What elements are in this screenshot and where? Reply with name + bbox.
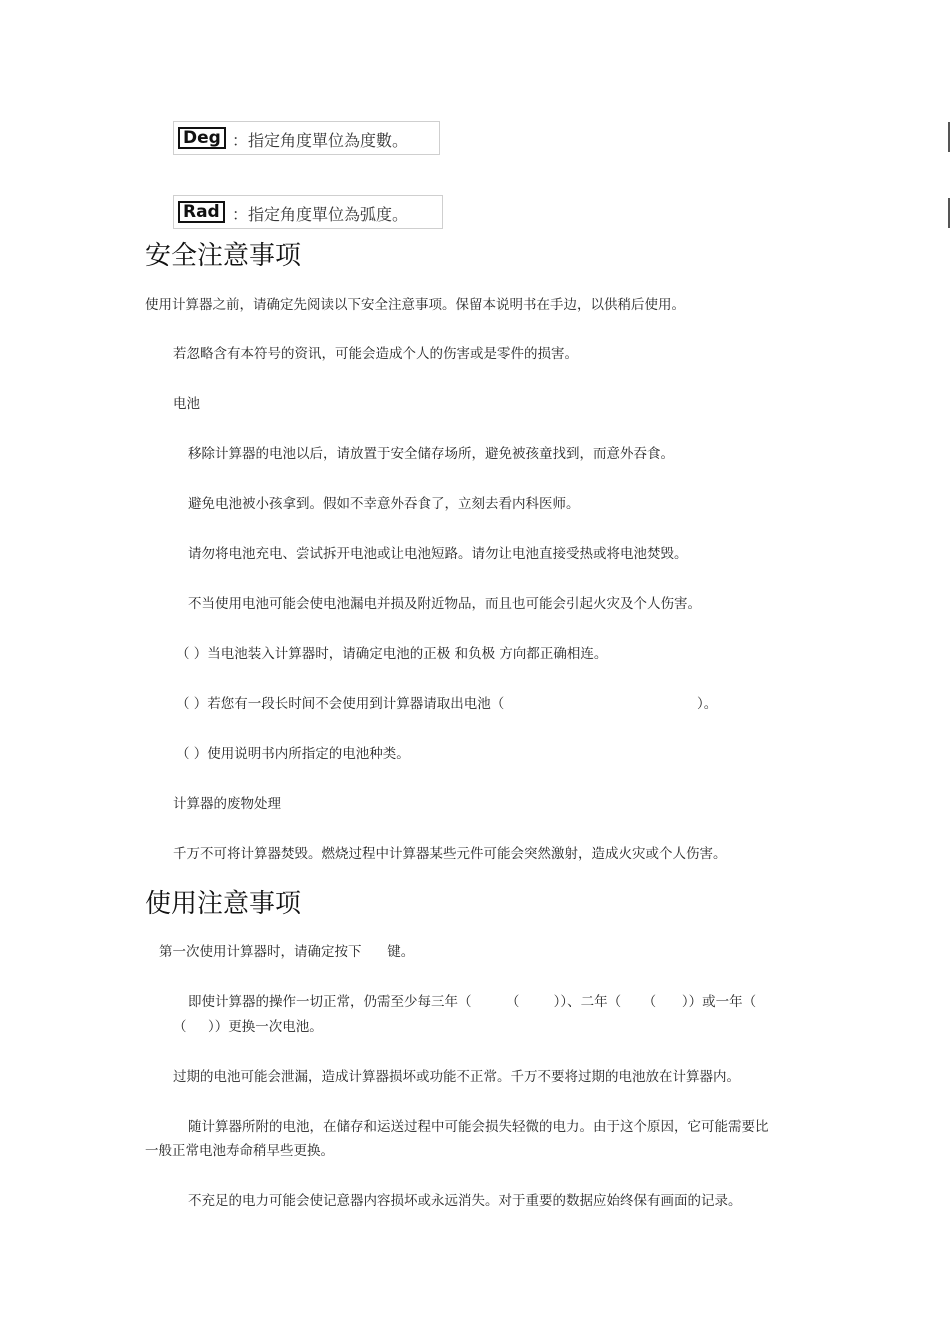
- battery-item: 不当使用电池可能会使电池漏电并损及附近物品，而且也可能会引起火灾及个人伤害。: [188, 596, 701, 612]
- usage-expired: 过期的电池可能会泄漏，造成计算器损坏或功能不正常。千万不要将过期的电池放在计算器内。: [173, 1069, 740, 1085]
- battery-item: 避免电池被小孩拿到。假如不幸意外吞食了，立刻去看内科医师。: [188, 496, 580, 512]
- usage-replace-line2: （ ））更换一次电池。: [173, 1019, 323, 1035]
- disposal-text: 千万不可将计算器焚毁。燃烧过程中计算器某些元件可能会突然激射，造成火灾或个人伤害。: [173, 846, 727, 862]
- rad-key-figure: [173, 195, 443, 229]
- usage-bundled-line2: 一般正常电池寿命稍早些更换。: [145, 1143, 334, 1159]
- deg-key-icon: Deg: [178, 127, 226, 149]
- battery-item: 移除计算器的电池以后，请放置于安全储存场所，避免被孩童找到，而意外吞食。: [188, 446, 674, 462]
- battery-item: 请勿将电池充电、尝试拆开电池或让电池短路。请勿让电池直接受热或将电池焚毁。: [188, 546, 688, 562]
- usage-low-power: 不充足的电力可能会使记意器内容损坏或永远消失。对于重要的数据应始终保有画面的记录。: [188, 1193, 742, 1209]
- safety-intro: 使用计算器之前，请确定先阅读以下安全注意事项。保留本说明书在手边，以供稍后使用。: [145, 297, 685, 313]
- safety-title: 安全注意事项: [145, 241, 302, 271]
- usage-title: 使用注意事项: [145, 889, 302, 919]
- usage-bundled-line1: 随计算器所附的电池，在储存和运送过程中可能会损失轻微的电力。由于这个原因，它可能需要比: [188, 1119, 769, 1135]
- battery-paren-item: （ ）使用说明书内所指定的电池种类。: [176, 746, 410, 762]
- battery-paren-item: （ ）若您有一段长时间不会使用到计算器请取出电池（: [176, 696, 505, 712]
- usage-replace-line1: 即使计算器的操作一切正常，仍需至少每三年（ （ ））、二年（ （ ））或一年（: [188, 994, 757, 1010]
- deg-key-description: ：指定角度單位為度數。: [232, 131, 409, 150]
- disposal-heading: 计算器的废物处理: [173, 796, 281, 812]
- usage-first: 第一次使用计算器时，请确定按下 键。: [159, 944, 415, 960]
- safety-warning: 若忽略含有本符号的资讯，可能会造成个人的伤害或是零件的损害。: [173, 346, 578, 362]
- deg-key-figure: [173, 121, 440, 155]
- battery-paren-item: （ ）当电池装入计算器时，请确定电池的正极 和负极 方向都正确相连。: [176, 646, 608, 662]
- rad-key-description: ：指定角度單位為弧度。: [232, 205, 409, 224]
- battery-paren-item-end: ）。: [697, 696, 718, 712]
- battery-heading: 电池: [173, 396, 200, 412]
- rad-key-icon: Rad: [178, 201, 225, 223]
